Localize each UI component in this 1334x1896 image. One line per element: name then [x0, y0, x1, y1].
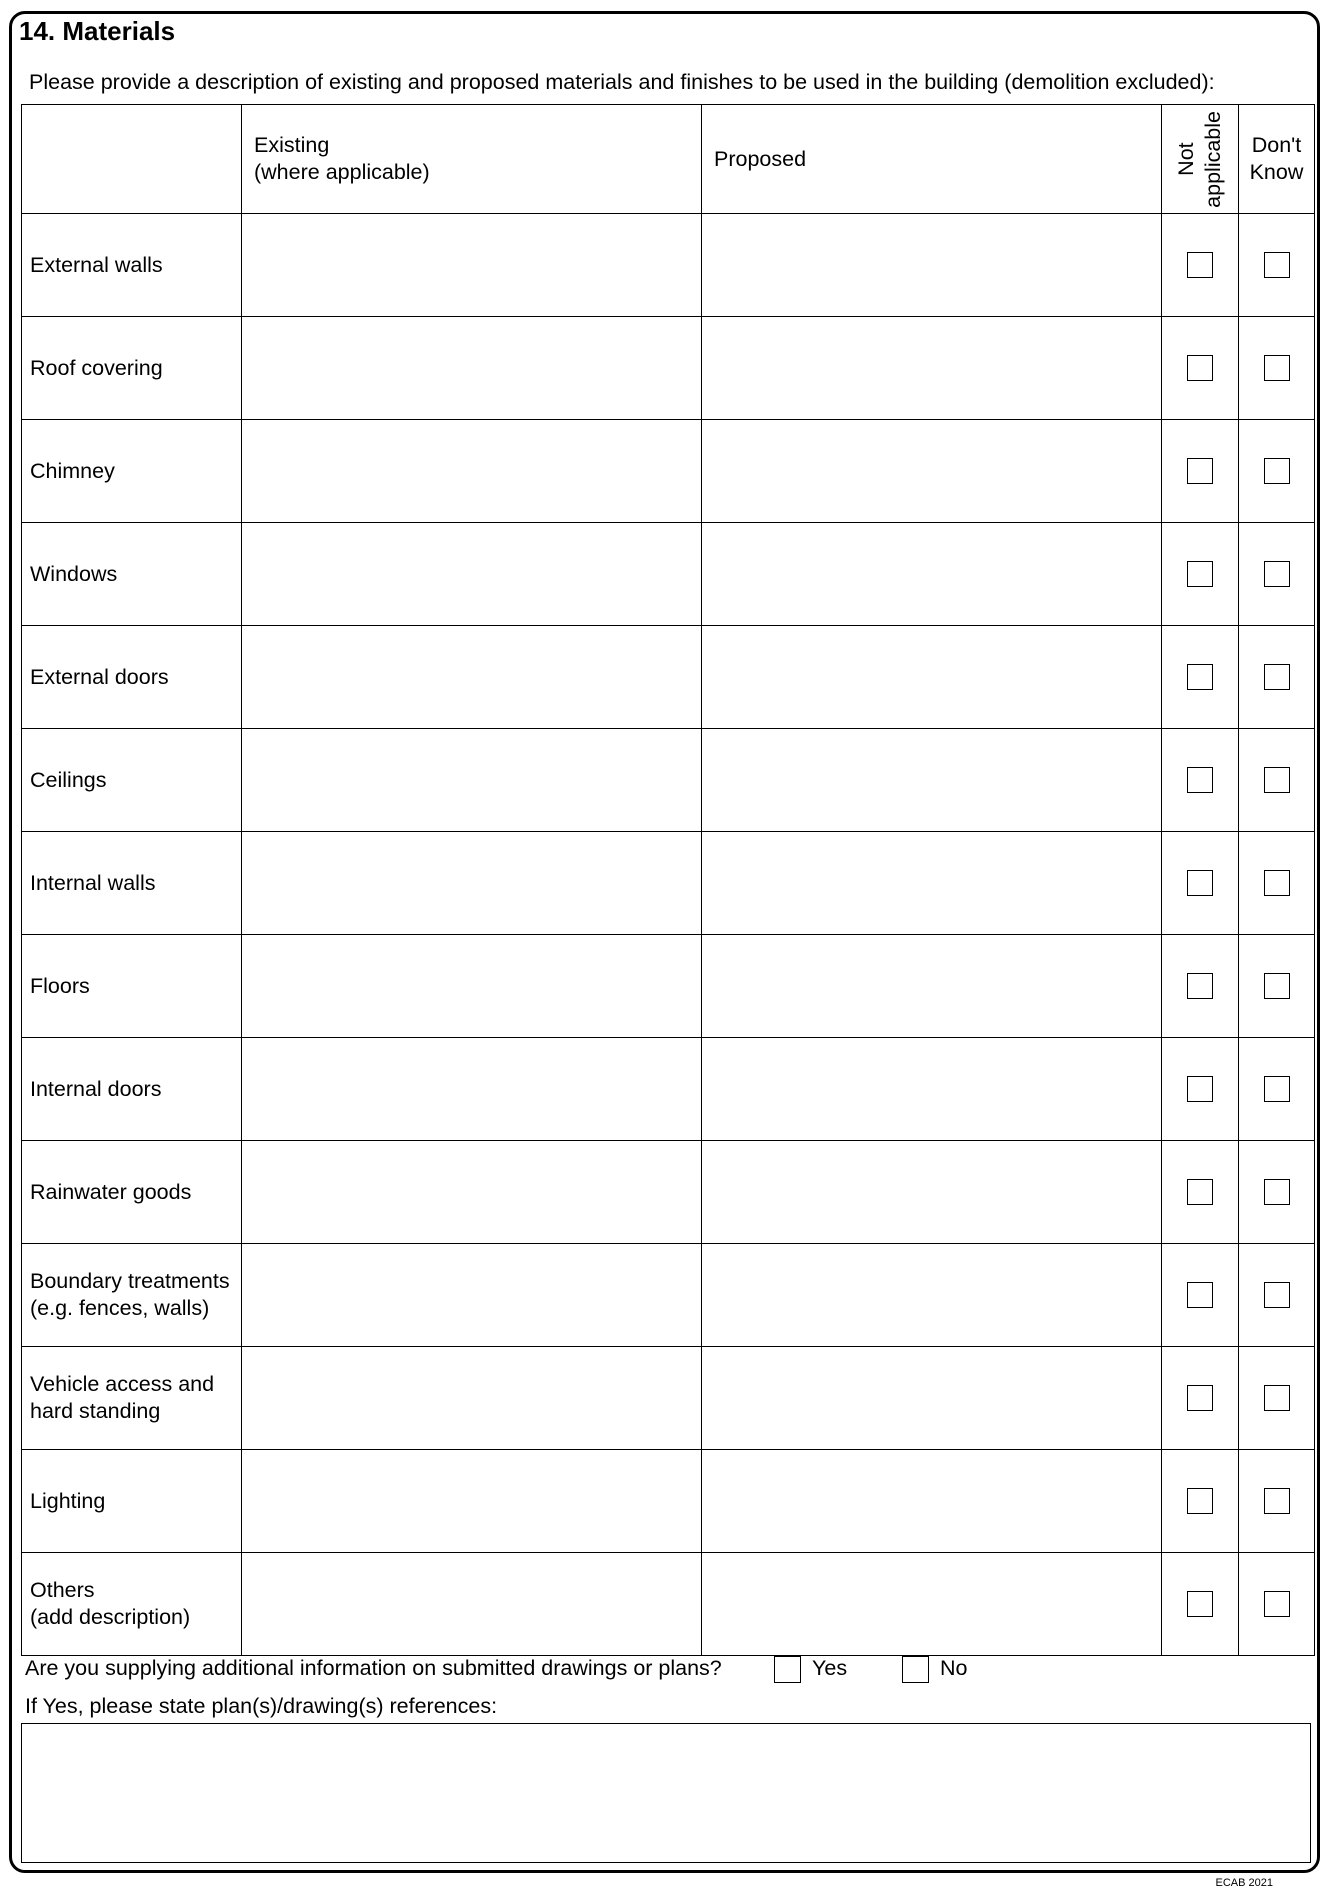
dont-know-cell	[1239, 1244, 1315, 1347]
row-label: Floors	[22, 935, 242, 1038]
table-row	[22, 1141, 1315, 1244]
proposed-input[interactable]	[702, 214, 1162, 317]
not-applicable-checkbox[interactable]	[1187, 767, 1213, 793]
dont-know-checkbox[interactable]	[1264, 1179, 1290, 1205]
table-header-row	[22, 105, 1315, 214]
dont-know-cell	[1239, 1347, 1315, 1450]
materials-table-body	[22, 214, 1315, 1656]
existing-input[interactable]	[242, 832, 702, 935]
row-label: External walls	[22, 214, 242, 317]
no-checkbox[interactable]	[902, 1656, 929, 1683]
row-label: Roof covering	[22, 317, 242, 420]
not-applicable-checkbox[interactable]	[1187, 1385, 1213, 1411]
proposed-input[interactable]	[702, 729, 1162, 832]
dont-know-cell	[1239, 626, 1315, 729]
not-applicable-cell	[1162, 1450, 1239, 1553]
yes-checkbox[interactable]	[774, 1656, 801, 1683]
row-label: External doors	[22, 626, 242, 729]
not-applicable-cell	[1162, 626, 1239, 729]
proposed-input[interactable]	[702, 1347, 1162, 1450]
dont-know-checkbox[interactable]	[1264, 1076, 1290, 1102]
not-applicable-cell	[1162, 1038, 1239, 1141]
existing-input[interactable]	[242, 935, 702, 1038]
dont-know-checkbox[interactable]	[1264, 664, 1290, 690]
dont-know-checkbox[interactable]	[1264, 458, 1290, 484]
not-applicable-checkbox[interactable]	[1187, 664, 1213, 690]
dont-know-checkbox[interactable]	[1264, 870, 1290, 896]
not-applicable-cell	[1162, 523, 1239, 626]
not-applicable-checkbox[interactable]	[1187, 1488, 1213, 1514]
dont-know-checkbox[interactable]	[1264, 1591, 1290, 1617]
existing-input[interactable]	[242, 214, 702, 317]
existing-input[interactable]	[242, 1553, 702, 1656]
not-applicable-cell	[1162, 1244, 1239, 1347]
not-applicable-checkbox[interactable]	[1187, 458, 1213, 484]
header-proposed: Proposed	[702, 105, 1162, 214]
not-applicable-checkbox[interactable]	[1187, 252, 1213, 278]
not-applicable-checkbox[interactable]	[1187, 1076, 1213, 1102]
existing-input[interactable]	[242, 420, 702, 523]
existing-input[interactable]	[242, 523, 702, 626]
dont-know-cell	[1239, 1038, 1315, 1141]
row-label: Internal walls	[22, 832, 242, 935]
dont-know-cell	[1239, 1553, 1315, 1656]
table-row	[22, 1347, 1315, 1450]
not-applicable-checkbox[interactable]	[1187, 1282, 1213, 1308]
row-label: Lighting	[22, 1450, 242, 1553]
plan-references-input[interactable]	[21, 1723, 1311, 1863]
not-applicable-checkbox[interactable]	[1187, 1179, 1213, 1205]
table-row	[22, 1244, 1315, 1347]
proposed-input[interactable]	[702, 935, 1162, 1038]
dont-know-cell	[1239, 420, 1315, 523]
table-row	[22, 1553, 1315, 1656]
existing-input[interactable]	[242, 729, 702, 832]
dont-know-checkbox[interactable]	[1264, 767, 1290, 793]
dont-know-checkbox[interactable]	[1264, 1282, 1290, 1308]
table-row	[22, 523, 1315, 626]
row-label: Internal doors	[22, 1038, 242, 1141]
table-row	[22, 214, 1315, 317]
header-not-applicable	[1162, 105, 1239, 214]
dont-know-checkbox[interactable]	[1264, 973, 1290, 999]
row-label: Chimney	[22, 420, 242, 523]
dont-know-cell	[1239, 523, 1315, 626]
proposed-input[interactable]	[702, 832, 1162, 935]
dont-know-cell	[1239, 1450, 1315, 1553]
table-row	[22, 1450, 1315, 1553]
proposed-input[interactable]	[702, 1244, 1162, 1347]
not-applicable-cell	[1162, 420, 1239, 523]
yes-label: Yes	[812, 1656, 848, 1680]
not-applicable-checkbox[interactable]	[1187, 1591, 1213, 1617]
header-existing: Existing (where applicable)	[242, 105, 702, 214]
existing-input[interactable]	[242, 1450, 702, 1553]
table-row	[22, 729, 1315, 832]
section-title: 14. Materials	[19, 16, 176, 46]
proposed-input[interactable]	[702, 420, 1162, 523]
table-row	[22, 935, 1315, 1038]
not-applicable-cell	[1162, 317, 1239, 420]
dont-know-cell	[1239, 214, 1315, 317]
not-applicable-cell	[1162, 214, 1239, 317]
dont-know-cell	[1239, 1141, 1315, 1244]
table-row	[22, 832, 1315, 935]
no-label: No	[940, 1656, 968, 1680]
header-dont-know: Don't Know	[1239, 105, 1315, 214]
not-applicable-cell	[1162, 1347, 1239, 1450]
additional-info-question: Are you supplying additional information on submitted drawings or plans?	[25, 1656, 722, 1680]
not-applicable-checkbox[interactable]	[1187, 870, 1213, 896]
proposed-input[interactable]	[702, 626, 1162, 729]
not-applicable-cell	[1162, 729, 1239, 832]
dont-know-checkbox[interactable]	[1264, 252, 1290, 278]
header-not-applicable-label: Not applicable	[1174, 110, 1225, 208]
row-label: Ceilings	[22, 729, 242, 832]
existing-input[interactable]	[242, 1244, 702, 1347]
table-row	[22, 626, 1315, 729]
dont-know-cell	[1239, 317, 1315, 420]
proposed-input[interactable]	[702, 523, 1162, 626]
materials-table	[21, 104, 1315, 1656]
existing-input[interactable]	[242, 626, 702, 729]
dont-know-cell	[1239, 935, 1315, 1038]
proposed-input[interactable]	[702, 317, 1162, 420]
existing-input[interactable]	[242, 1141, 702, 1244]
row-label: Boundary treatments (e.g. fences, walls)	[22, 1244, 242, 1347]
existing-input[interactable]	[242, 1038, 702, 1141]
table-row	[22, 317, 1315, 420]
row-label: Vehicle access and hard standing	[22, 1347, 242, 1450]
not-applicable-checkbox[interactable]	[1187, 973, 1213, 999]
header-material	[22, 105, 242, 214]
form-code: ECAB 2021	[1215, 1877, 1273, 1889]
dont-know-checkbox[interactable]	[1264, 1385, 1290, 1411]
not-applicable-cell	[1162, 935, 1239, 1038]
not-applicable-checkbox[interactable]	[1187, 561, 1213, 587]
plan-references-label: If Yes, please state plan(s)/drawing(s) references:	[25, 1694, 498, 1718]
proposed-input[interactable]	[702, 1450, 1162, 1553]
dont-know-cell	[1239, 832, 1315, 935]
not-applicable-checkbox[interactable]	[1187, 355, 1213, 381]
row-label: Windows	[22, 523, 242, 626]
row-label: Others (add description)	[22, 1553, 242, 1656]
proposed-input[interactable]	[702, 1553, 1162, 1656]
dont-know-checkbox[interactable]	[1264, 355, 1290, 381]
dont-know-checkbox[interactable]	[1264, 1488, 1290, 1514]
not-applicable-cell	[1162, 832, 1239, 935]
section-intro: Please provide a description of existing and proposed materials and finishes to be used in the building (demolition excluded):	[29, 70, 1215, 94]
not-applicable-cell	[1162, 1553, 1239, 1656]
existing-input[interactable]	[242, 317, 702, 420]
dont-know-cell	[1239, 729, 1315, 832]
proposed-input[interactable]	[702, 1038, 1162, 1141]
dont-know-checkbox[interactable]	[1264, 561, 1290, 587]
not-applicable-cell	[1162, 1141, 1239, 1244]
row-label: Rainwater goods	[22, 1141, 242, 1244]
table-row	[22, 420, 1315, 523]
existing-input[interactable]	[242, 1347, 702, 1450]
proposed-input[interactable]	[702, 1141, 1162, 1244]
table-row	[22, 1038, 1315, 1141]
